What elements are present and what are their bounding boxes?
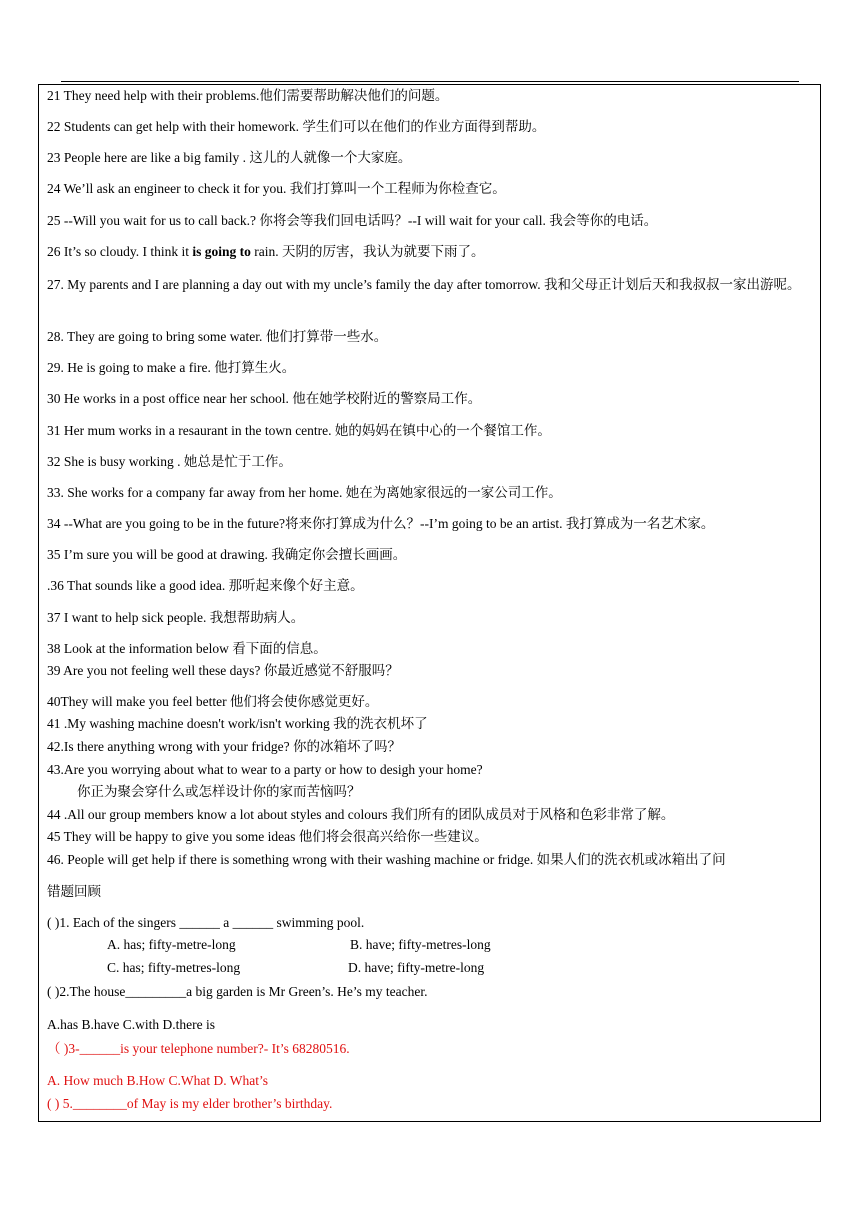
- question-1: ( )1. Each of the singers ______ a ______ swimming pool.: [47, 915, 365, 930]
- sentence-30: 30 He works in a post office near her school. 他在她学校附近的警察局工作。: [47, 391, 482, 406]
- sentence-39: 39 Are you not feeling well these days? 你最近感觉不舒服吗？: [47, 663, 399, 678]
- sentence-46: 46. People will get help if there is something wrong with their washing machine or fridge. 如果人们的洗衣机或冰箱出了问: [47, 852, 726, 867]
- sentence-26-bold: is going to: [192, 244, 251, 259]
- question-1-option-a: A. has; fifty-metre-long: [107, 937, 236, 952]
- sentence-36: .36 That sounds like a good idea. 那听起来像个好主意。: [47, 578, 364, 593]
- question-1-option-c: C. has; fifty-metres-long: [107, 960, 241, 975]
- sentence-26-part1: 26 It’s so cloudy. I think it: [47, 244, 193, 259]
- sentence-28: 28. They are going to bring some water. 他们打算带一些水。: [47, 329, 388, 344]
- sentence-25: 25 --Will you wait for us to call back.? 你将会等我们回电话吗？--I will wait for your call. 我会等你的电话。: [47, 213, 658, 228]
- sentence-23: 23 People here are like a big family . 这儿的人就像一个大家庭。: [47, 150, 412, 165]
- sentence-31: 31 Her mum works in a resaurant in the town centre. 她的妈妈在镇中心的一个餐馆工作。: [47, 423, 551, 438]
- question-1-option-b: B. have; fifty-metres-long: [350, 937, 491, 952]
- sentence-26: [47, 243, 485, 261]
- question-1-option-d: D. have; fifty-metre-long: [348, 960, 485, 975]
- sentence-21: 21 They need help with their problems.他们需要帮助解决他们的问题。: [47, 88, 449, 103]
- sentence-32: 32 She is busy working . 她总是忙于工作。: [47, 454, 292, 469]
- sentence-42: 42.Is there anything wrong with your fridge? 你的冰箱坏了吗？: [47, 739, 401, 754]
- sentence-43: 43.Are you worrying about what to wear to a party or how to desigh your home?: [47, 762, 483, 777]
- sentence-40: 40They will make you feel better 他们将会使你感觉更好。: [47, 694, 379, 709]
- question-3: （ )3-______is your telephone number?- It’s 68280516.: [47, 1041, 350, 1056]
- question-2: ( )2.The house_________a big garden is Mr Green’s. He’s my teacher.: [47, 984, 428, 999]
- sentence-41: 41 .My washing machine doesn't work/isn't working 我的洗衣机坏了: [47, 716, 428, 731]
- sentence-38: 38 Look at the information below 看下面的信息。: [47, 641, 327, 656]
- sentence-33: 33. She works for a company far away from her home. 她在为离她家很远的一家公司工作。: [47, 485, 562, 500]
- question-3-options: A. How much B.How C.What D. What’s: [47, 1073, 268, 1088]
- sentence-44: 44 .All our group members know a lot about styles and colours 我们所有的团队成员对于风格和色彩非常了解。: [47, 807, 675, 822]
- sentence-43-translation: 你正为聚会穿什么或怎样设计你的家而苦恼吗？: [77, 784, 361, 799]
- question-5: ( ) 5.________of May is my elder brother’s birthday.: [47, 1096, 333, 1111]
- top-rule: [61, 81, 799, 82]
- sentence-29: 29. He is going to make a fire. 他打算生火。: [47, 360, 296, 375]
- sentence-24: 24 We’ll ask an engineer to check it for you. 我们打算叫一个工程师为你检查它。: [47, 181, 506, 196]
- review-heading: 错题回顾: [47, 884, 101, 899]
- sentence-34: 34 --What are you going to be in the future?将来你打算成为什么？--I’m going to be an artist. 我打算成为一名艺术家。: [47, 516, 715, 531]
- question-2-options: A.has B.have C.with D.there is: [47, 1017, 215, 1032]
- sentence-37: 37 I want to help sick people. 我想帮助病人。: [47, 610, 305, 625]
- sentence-22: 22 Students can get help with their homework. 学生们可以在他们的作业方面得到帮助。: [47, 119, 546, 134]
- sentence-27: 27. My parents and I are planning a day out with my uncle’s family the day after tomorrow. 我和父母正计划后天和我叔叔一家出游呢。: [47, 277, 801, 292]
- sentence-45: 45 They will be happy to give you some ideas 他们将会很高兴给你一些建议。: [47, 829, 488, 844]
- sentence-35: 35 I’m sure you will be good at drawing. 我确定你会擅长画画。: [47, 547, 407, 562]
- sentence-26-part3: rain. 天阴的厉害，我认为就要下雨了。: [250, 244, 485, 259]
